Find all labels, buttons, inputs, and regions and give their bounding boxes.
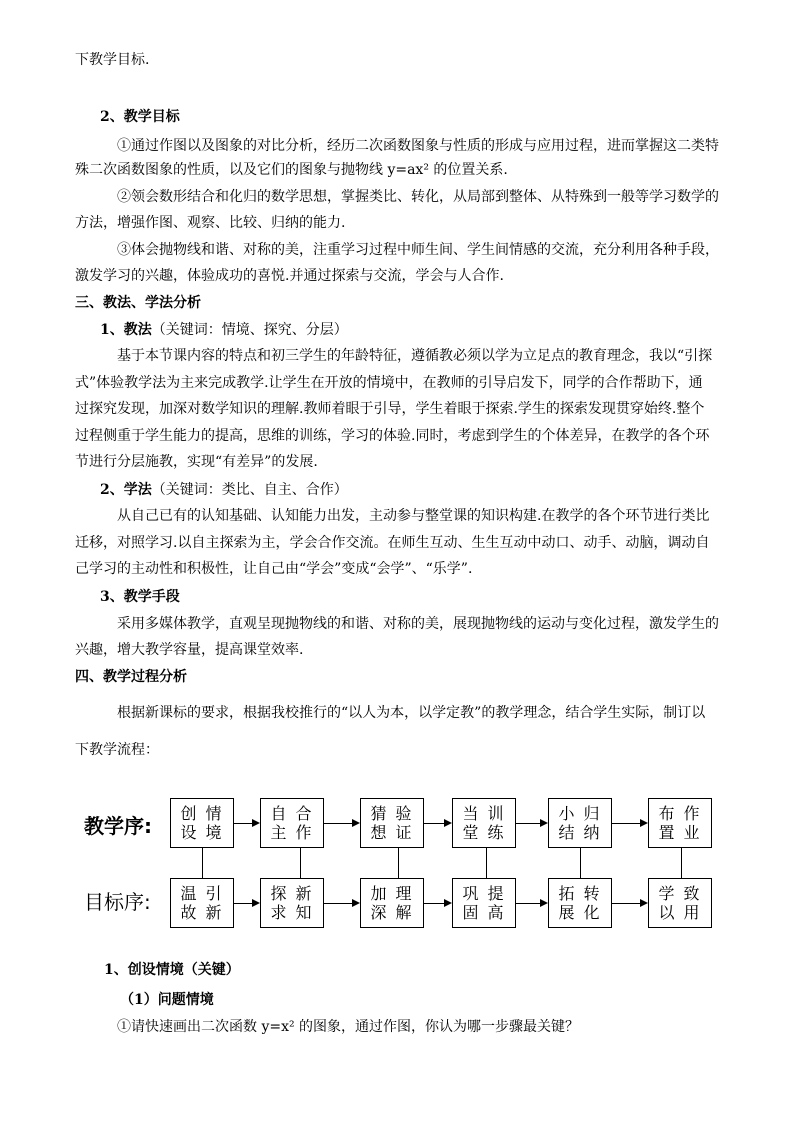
paragraph-line: 基于本节课内容的特点和初三学生的年龄特征，遵循教必须以学为立足点的教育理念，我以“引探 [117,348,713,364]
flow-box-bottom-4 [452,878,516,928]
box-line: 故 新 [180,903,224,922]
box-line: 固 高 [462,903,506,922]
flow-arrow-line [424,903,444,904]
paragraph-line: 采用多媒体教学，直观呈现抛物线的和谐、对称的美，展现抛物线的运动与变化过程，激发学生的 [117,616,719,632]
box-line: 主 作 [270,823,314,842]
paragraph-line: ①请快速画出二次函数 y=x² 的图象，通过作图，你认为哪一步骤最关键？ [117,1019,580,1035]
paragraph-line: 过探究发现，加深对数学知识的理解.教师着眼于引导，学生着眼于探索.学生的探索发现贯穿始终.整个 [75,401,705,417]
flow-box-top-2 [260,798,324,848]
flow-arrow-line [612,903,640,904]
flowchart-row-label-goals: 目标序: [84,890,151,914]
box-line: 加 理 [370,884,414,903]
subsection-heading-learning [100,480,750,500]
section-heading-goals: 2、教学目标 [100,109,180,125]
arrow-icon [640,819,648,827]
box-line: 深 解 [370,903,414,922]
paragraph-line: 兴趣，增大教学容量，提高课堂效率. [75,642,304,658]
flow-arrow-line [234,823,252,824]
flow-box-bottom-3 [360,878,424,928]
flow-box-top-4 [452,798,516,848]
paragraph-line: 迁移，对照学习.以自主探索为主，学会合作交流。在师生互动、生生互动中动口、动手、动脑，调动自 [75,535,710,551]
box-line: 结 纳 [558,823,602,842]
flowchart-connector [202,848,203,878]
flow-arrow-line [234,903,252,904]
flow-arrow-line [612,823,640,824]
box-line: 以 用 [658,903,702,922]
section-heading-situation: 1、创设情境（关键） [104,962,240,978]
flow-box-bottom-6 [648,878,712,928]
box-line: 温 引 [180,884,224,903]
flow-box-bottom-2 [260,878,324,928]
subsection-keywords: （关键词：类比、自主、合作） [151,482,348,498]
teaching-flowchart [78,790,728,940]
flowchart-connector [300,848,301,878]
flow-arrow-line [516,903,540,904]
paragraph-line: 己学习的主动性和积极性，让自己由“学会”变成“会学”、“乐学”. [75,561,473,577]
arrow-icon [252,899,260,907]
subsection-heading-means: 3、教学手段 [100,589,180,605]
box-line: 自 合 [270,804,314,823]
arrow-icon [252,819,260,827]
flow-arrow-line [324,823,352,824]
subsection-number: 2、学法 [100,482,152,498]
paragraph-line: 方法，增强作图、观察、比较、归纳的能力. [75,215,346,231]
arrow-icon [540,819,548,827]
paragraph-line: 激发学习的兴趣，体验成功的喜悦.并通过探索与交流，学会与人合作. [75,268,504,284]
box-line: 巩 提 [462,884,506,903]
box-line: 当 训 [462,804,506,823]
paragraph-line: 从自己已有的认知基础、认知能力出发，主动参与整堂课的知识构建.在教学的各个环节进行类比 [117,508,710,524]
arrow-icon [540,899,548,907]
box-line: 展 化 [558,903,602,922]
box-line: 拓 转 [558,884,602,903]
arrow-icon [352,819,360,827]
flowchart-connector [580,848,581,878]
subsection-keywords: （关键词：情境、探究、分层） [151,322,348,338]
flow-arrow-line [324,903,352,904]
arrow-icon [444,899,452,907]
paragraph-line: 节进行分层施教，实现“有差异”的发展. [75,454,318,470]
box-line: 设 境 [180,823,224,842]
subsection-heading-problem: （1）问题情境 [120,992,214,1008]
box-line: 置 业 [658,823,702,842]
box-line: 想 证 [370,823,414,842]
paragraph-line: 下教学目标. [75,52,150,68]
flow-box-top-6 [648,798,712,848]
box-line: 布 作 [658,804,702,823]
paragraph-line: 根据新课标的要求，根据我校推行的“以人为本，以学定教”的教学理念，结合学生实际，制订以 [117,705,706,721]
paragraph-line: ②领会数形结合和化归的数学思想，掌握类比、转化，从局部到整体、从特殊到一般等学习数学的 [117,189,719,205]
paragraph-line: 下教学流程： [75,742,159,758]
section-heading-process: 四、教学过程分析 [75,669,187,685]
arrow-icon [444,819,452,827]
paragraph-line: ①通过作图以及图象的对比分析，经历二次函数图象与性质的形成与应用过程，进而掌握这二类特 [117,138,719,154]
flow-arrow-line [516,823,540,824]
box-line: 小 归 [558,804,602,823]
paragraph-line: 殊二次函数图象的性质，以及它们的图象与抛物线 y=ax² 的位置关系. [75,162,508,178]
flowchart-row-label-teaching: 教学序: [84,814,152,838]
flow-box-top-3 [360,798,424,848]
arrow-icon [352,899,360,907]
flow-box-top-1 [170,798,234,848]
flow-box-bottom-5 [548,878,612,928]
box-line: 学 致 [658,884,702,903]
paragraph-line: 过程侧重于学生能力的提高，思维的训练，学习的体验.同时，考虑到学生的个体差异，在教学的各个环 [75,428,710,444]
flowchart-connector [398,848,399,878]
box-line: 探 新 [270,884,314,903]
paragraph-line: ③体会抛物线和谐、对称的美，注重学习过程中师生间、学生间情感的交流，充分利用各种手段， [117,242,719,258]
flow-arrow-line [424,823,444,824]
box-line: 创 情 [180,804,224,823]
box-line: 猜 验 [370,804,414,823]
paragraph-line: 式”体验教学法为主来完成教学.让学生在开放的情境中，在教师的引导启发下，同学的合作帮助下，通 [75,375,703,391]
subsection-heading-teaching [100,320,750,340]
box-line: 堂 练 [462,823,506,842]
arrow-icon [640,899,648,907]
box-line: 求 知 [270,903,314,922]
section-heading-methods: 三、教法、学法分析 [75,295,201,311]
flowchart-connector [486,848,487,878]
flow-box-bottom-1 [170,878,234,928]
flow-box-top-5 [548,798,612,848]
flowchart-connector [681,848,682,878]
subsection-number: 1、教法 [100,322,152,338]
